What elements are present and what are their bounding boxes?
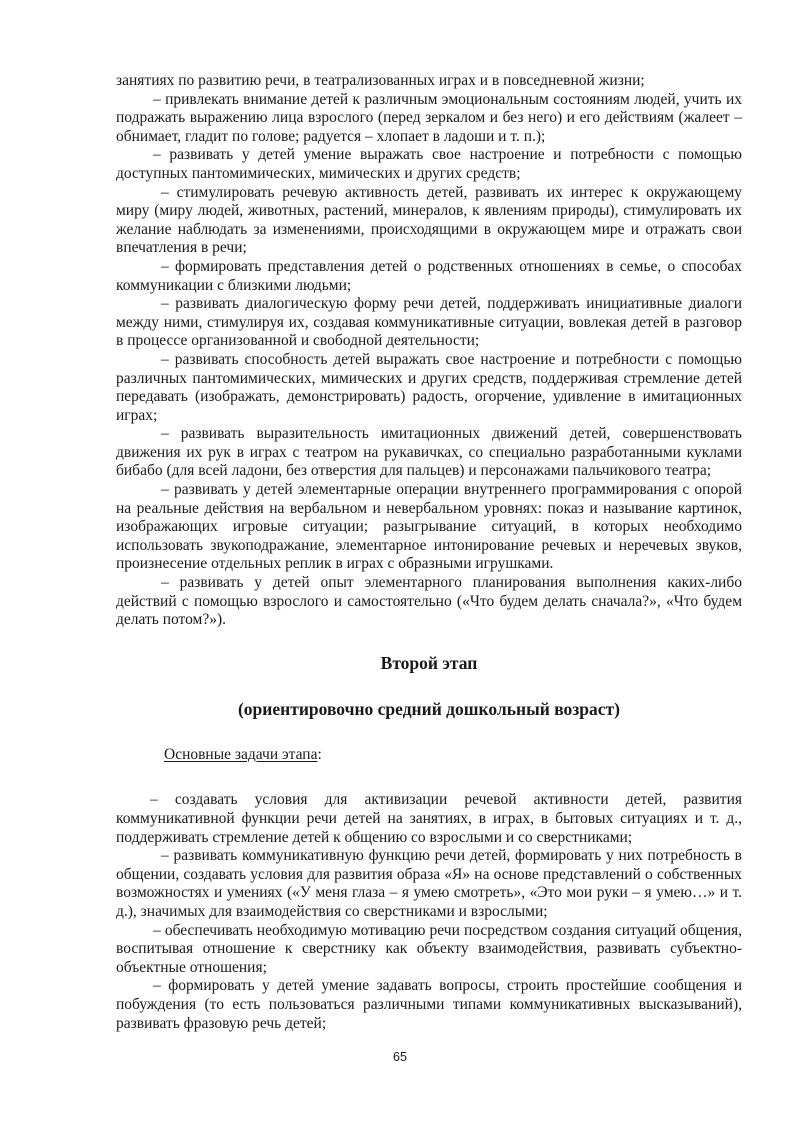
tasks-label-text: Основные задачи этапа xyxy=(164,745,318,763)
tasks-label xyxy=(164,746,742,765)
paragraph-item: – развивать у детей опыт элементарного планирования выполнения каких-либо действий с помощью взрослого и самостоятельно («Что будем делать сначала?», «Что будем делать потом?»). xyxy=(116,574,742,629)
paragraph-item: – развивать у детей элементарные операции внутреннего программирования с опорой на реальные действия на вербальном и невербальном уровнях: показ и называние картинок, изображающих игровые ситуации; разыгрывание ситуаций, в которых необходимо использовать звукоподражание, элементарное интонирование речевых и неречевых звуков, произнесение отдельных реплик в играх с образными игрушками. xyxy=(116,481,742,573)
paragraph-item: – развивать коммуникативную функцию речи детей, формировать у них потребность в общении, создавать условия для развития образа «Я» на основе представлений о собственных возможностях и умениях («У меня глаза – я умею смотреть», «Это мои руки – я умею…» и т. д.), значимых для взаимодействия со сверстниками и взрослыми; xyxy=(116,847,742,920)
section-heading: Второй этап xyxy=(380,652,478,673)
document-page xyxy=(116,72,742,1033)
paragraph-continuation: занятиях по развитию речи, в театрализованных играх и в повседневной жизни; xyxy=(116,72,645,89)
paragraph-item: – создавать условия для активизации речевой активности детей, развития коммуникативной функции речи детей на занятиях, в играх, в бытовых ситуациях и т. д., поддерживать стремление детей к общению со взрослыми и со сверстниками; xyxy=(116,791,742,846)
tasks-label-colon: : xyxy=(317,745,322,763)
section-subheading: (ориентировочно средний дошкольный возраст) xyxy=(237,698,620,719)
page-number: 65 xyxy=(393,1050,407,1064)
paragraph-item: – стимулировать речевую активность детей, развивать их интерес к окружающему миру (миру людей, животных, растений, минералов, к явлениям природы), стимулировать их желание наблюдать за изменениями, происходящими в окружающем мире и отражать свои впечатления в речи; xyxy=(116,183,742,257)
paragraph-item: – обеспечивать необходимую мотивацию речи посредством создания ситуаций общения, воспитывая отношение к сверстнику как объекту взаимодействия, развивать субъектно-объектные отношения; xyxy=(116,921,742,976)
paragraph-item: – развивать выразительность имитационных движений детей, совершенствовать движения их рук в играх с театром на рукавичках, со специально разработанными куклами бибабо (для всей ладони, без отверстия для пальцев) и персонажами пальчикового театра; xyxy=(116,425,742,480)
paragraph-item: – формировать представления детей о родственных отношениях в семье, о способах коммуникации с близкими людьми; xyxy=(116,257,742,294)
paragraph-item: – привлекать внимание детей к различным эмоциональным состояниям людей, учить их подражать выражению лица взрослого (перед зеркалом и без него) и его действиям (жалеет – обнимает, гладит по голове; радуется – хлопает в ладоши и т. п.); xyxy=(116,90,742,145)
paragraph-item: – формировать у детей умение задавать вопросы, строить простейшие сообщения и побуждения (то есть пользоваться различными типами коммуникативных высказываний), развивать фразовую речь детей; xyxy=(116,977,742,1032)
tasks-list xyxy=(116,791,742,1033)
paragraph-item: – развивать способность детей выражать свое настроение и потребности с помощью различных пантомимических, мимических и других средств, поддерживая стремление детей передавать (изображать, демонстрировать) радость, огорчение, удивление в имитационных играх; xyxy=(116,350,742,424)
paragraph-item: – развивать у детей умение выражать свое настроение и потребности с помощью доступных пантомимических, мимических и других средств; xyxy=(116,146,742,182)
paragraph-item: – развивать диалогическую форму речи детей, поддерживать инициативные диалоги между ними, стимулируя их, создавая коммуникативные ситуации, вовлекая детей в разговор в процессе организованной и свободной деятельности; xyxy=(116,295,742,350)
